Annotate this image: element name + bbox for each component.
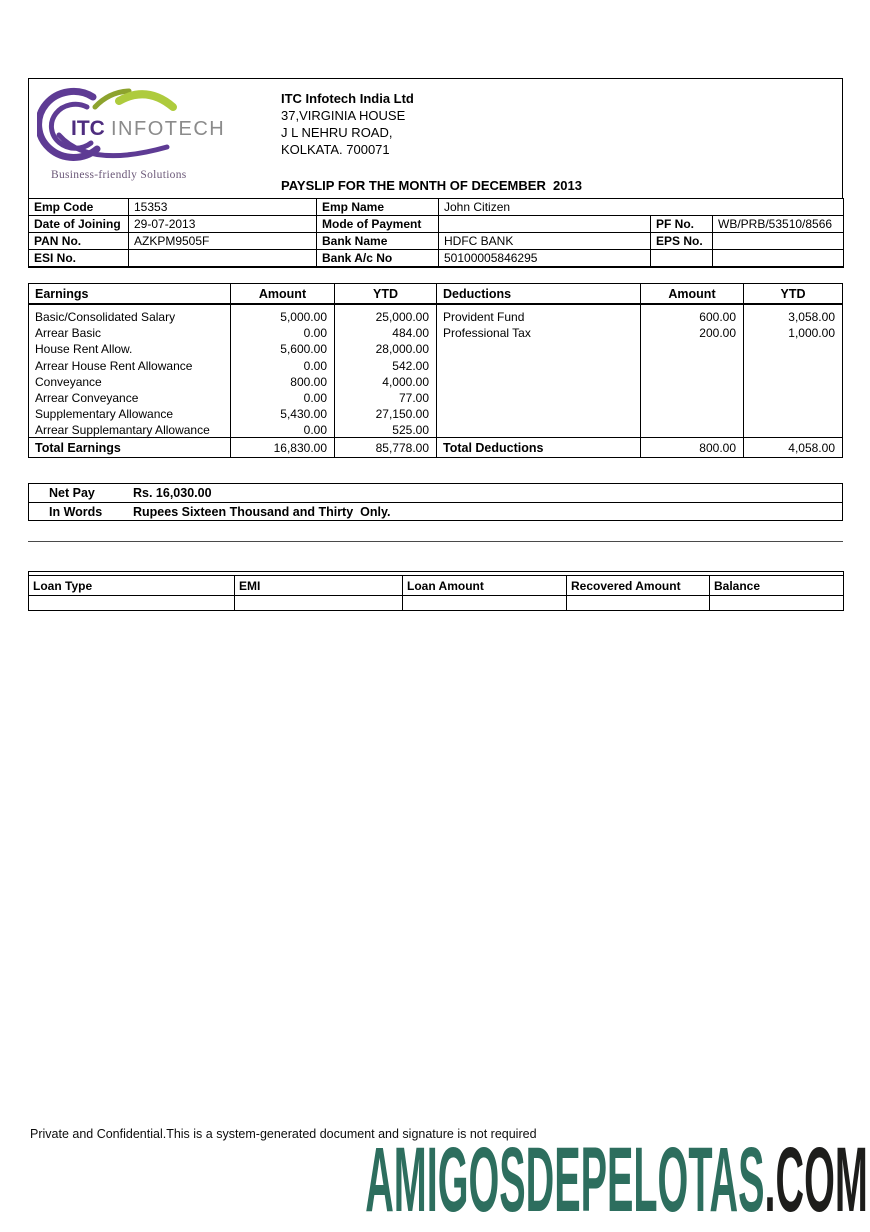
deductions-ytd-column xyxy=(744,305,842,439)
company-address-line-1: 37,VIRGINIA HOUSE xyxy=(281,108,406,123)
earnings-header: Earnings xyxy=(29,284,231,303)
earnings-ytd: 77.00 xyxy=(398,391,429,406)
in-words-row xyxy=(29,502,842,520)
deductions-amount-column xyxy=(641,305,744,439)
eps-no-value xyxy=(713,233,844,250)
deductions-amount-header: Amount xyxy=(641,284,744,303)
total-earnings-ytd: 85,778.00 xyxy=(335,438,437,457)
earnings-deductions-table xyxy=(28,283,843,458)
earnings-labels-column xyxy=(29,305,231,439)
emp-name-label: Emp Name xyxy=(317,199,439,216)
bank-name-value: HDFC BANK xyxy=(439,233,651,250)
pf-no-label: PF No. xyxy=(651,216,713,233)
balance-value xyxy=(710,596,844,611)
date-of-joining-label: Date of Joining xyxy=(29,216,129,233)
in-words-value: Rupees Sixteen Thousand and Thirty Only. xyxy=(133,504,391,519)
total-deductions-ytd: 4,058.00 xyxy=(788,440,835,455)
earnings-ytd: 542.00 xyxy=(392,358,429,373)
empty-cell xyxy=(651,250,713,267)
bank-ac-no-value: 50100005846295 xyxy=(439,250,651,267)
mode-of-payment-label: Mode of Payment xyxy=(317,216,439,233)
deductions-labels-column xyxy=(437,305,641,439)
bank-ac-no-label: Bank A/c No xyxy=(317,250,439,267)
date-of-joining-value: 29-07-2013 xyxy=(129,216,317,233)
earnings-row-label: House Rent Allow. xyxy=(35,342,133,357)
totals-row xyxy=(29,437,842,457)
watermark-primary-text: AMIGOSDEPELOTAS xyxy=(365,1129,765,1231)
esi-no-value xyxy=(129,250,317,267)
loan-header-row xyxy=(29,576,844,596)
deduction-row-label: Professional Tax xyxy=(443,326,531,341)
pan-no-label: PAN No. xyxy=(29,233,129,250)
loan-table xyxy=(28,571,844,611)
earnings-amount: 0.00 xyxy=(303,391,327,406)
earnings-ytd: 4,000.00 xyxy=(382,374,429,389)
earnings-row-label: Arrear Supplemantary Allowance xyxy=(35,423,210,438)
earnings-amount: 5,600.00 xyxy=(280,342,327,357)
total-deductions-amount: 800.00 xyxy=(641,438,744,457)
loan-amount-value xyxy=(403,596,567,611)
earnings-row-label: Arrear House Rent Allowance xyxy=(35,358,193,373)
earnings-row-label: Arrear Conveyance xyxy=(35,391,139,406)
earnings-ytd: 27,150.00 xyxy=(375,407,429,422)
earnings-amount: 5,000.00 xyxy=(280,310,327,324)
recovered-amount-value xyxy=(567,596,710,611)
deduction-row-label: Provident Fund xyxy=(443,310,525,324)
earnings-amount-header: Amount xyxy=(231,284,335,303)
logo-tagline: Business-friendly Solutions xyxy=(51,169,187,181)
eps-no-label: EPS No. xyxy=(651,233,713,250)
empty-cell xyxy=(713,250,844,267)
net-pay-label: Net Pay xyxy=(49,486,95,500)
deductions-ytd-header: YTD xyxy=(780,286,806,301)
bank-name-label: Bank Name xyxy=(317,233,439,250)
watermark-suffix-text: .COM xyxy=(764,1129,868,1231)
employee-info-table xyxy=(28,198,844,268)
earnings-ytd: 525.00 xyxy=(392,423,429,438)
company-address-line-3: KOLKATA. 700071 xyxy=(281,142,390,157)
esi-no-label: ESI No. xyxy=(29,250,129,267)
earnings-amount: 0.00 xyxy=(303,326,327,341)
emp-code-value: 15353 xyxy=(129,199,317,216)
earnings-amount: 5,430.00 xyxy=(280,407,327,422)
total-deductions-label: Total Deductions xyxy=(437,438,641,457)
itc-infotech-logo-icon xyxy=(37,85,267,169)
horizontal-divider xyxy=(28,541,843,542)
earnings-ytd: 28,000.00 xyxy=(375,342,429,357)
deduction-ytd: 1,000.00 xyxy=(788,326,835,341)
in-words-label: In Words xyxy=(49,504,103,519)
earnings-header-row xyxy=(29,284,842,305)
deduction-ytd: 3,058.00 xyxy=(788,310,835,324)
balance-header: Balance xyxy=(710,576,844,596)
deductions-header: Deductions xyxy=(437,284,641,303)
header-section xyxy=(28,78,843,199)
earnings-row-label: Conveyance xyxy=(35,374,102,389)
company-address-line-2: J L NEHRU ROAD, xyxy=(281,125,393,140)
deduction-amount: 600.00 xyxy=(699,310,736,324)
site-watermark xyxy=(365,1129,868,1231)
deduction-amount: 200.00 xyxy=(699,326,736,341)
emp-code-label: Emp Code xyxy=(29,199,129,216)
earnings-row-label: Supplementary Allowance xyxy=(35,407,174,422)
company-address-block xyxy=(281,90,414,158)
earnings-ytd-column xyxy=(335,305,437,439)
company-name: ITC Infotech India Ltd xyxy=(281,91,414,106)
logo-itc-text: ITC xyxy=(71,117,105,140)
total-earnings-label: Total Earnings xyxy=(29,438,231,457)
loan-amount-header: Loan Amount xyxy=(403,576,567,596)
earnings-amount: 800.00 xyxy=(290,374,327,389)
logo-infotech-text: INFOTECH xyxy=(111,118,226,140)
pan-no-value: AZKPM9505F xyxy=(129,233,317,250)
earnings-ytd-header: YTD xyxy=(335,284,437,303)
table-row xyxy=(29,233,844,250)
earnings-row-label: Basic/Consolidated Salary xyxy=(35,310,176,324)
payslip-title: PAYSLIP FOR THE MONTH OF DECEMBER 2013 xyxy=(281,178,582,193)
table-row xyxy=(29,199,844,216)
earnings-ytd: 25,000.00 xyxy=(375,310,429,324)
loan-type-header: Loan Type xyxy=(29,576,235,596)
earnings-row-label: Arrear Basic xyxy=(35,326,102,341)
net-pay-row xyxy=(29,484,842,502)
emi-header: EMI xyxy=(235,576,403,596)
emi-value xyxy=(235,596,403,611)
earnings-amount: 0.00 xyxy=(303,423,327,438)
recovered-amount-header: Recovered Amount xyxy=(567,576,710,596)
table-row xyxy=(29,216,844,233)
earnings-amount: 0.00 xyxy=(303,358,327,373)
net-pay-value: Rs. 16,030.00 xyxy=(133,486,212,500)
table-row xyxy=(29,250,844,267)
mode-of-payment-value xyxy=(439,216,651,233)
emp-name-value: John Citizen xyxy=(439,199,844,216)
earnings-ytd: 484.00 xyxy=(392,326,429,341)
net-pay-section xyxy=(28,483,843,521)
confidentiality-note: Private and Confidential.This is a system-generated document and signature is not required xyxy=(30,1127,537,1141)
loan-data-row xyxy=(29,596,844,611)
loan-type-value xyxy=(29,596,235,611)
pf-no-value: WB/PRB/53510/8566 xyxy=(713,216,844,233)
earnings-body xyxy=(29,305,842,437)
total-earnings-amount: 16,830.00 xyxy=(231,438,335,457)
earnings-amount-column xyxy=(231,305,335,439)
company-logo xyxy=(37,85,267,193)
